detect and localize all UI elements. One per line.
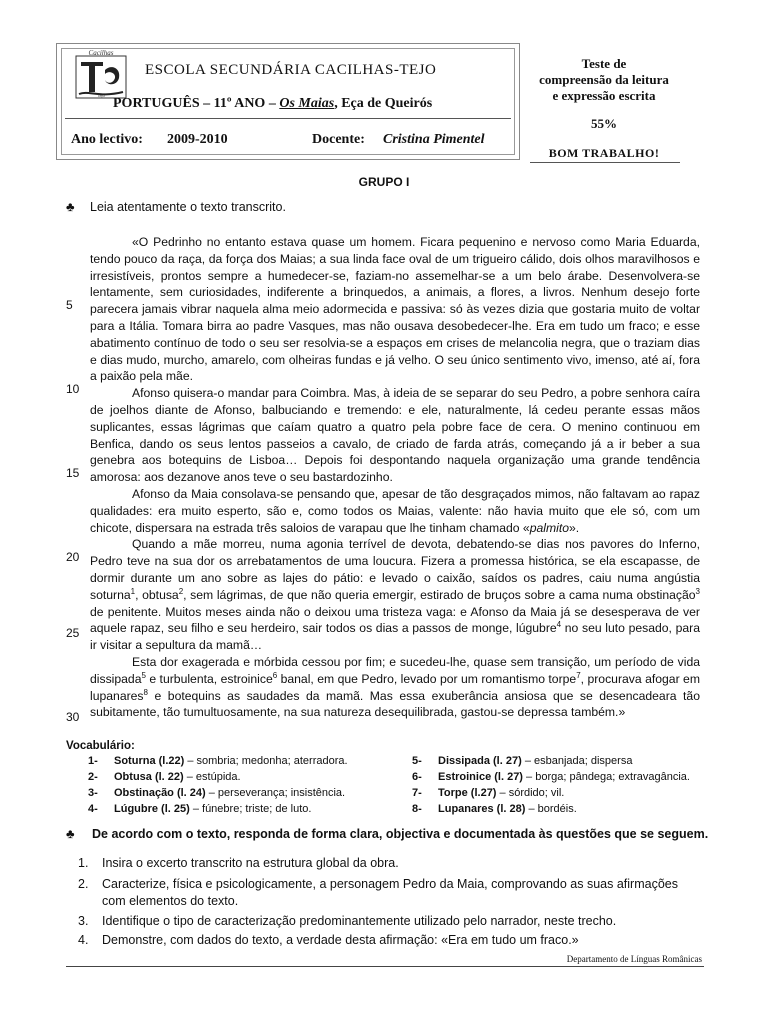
vocab-item (88, 787, 345, 799)
test-type-line2: compreensão da leitura (539, 72, 669, 87)
vocab-item (412, 771, 690, 783)
vocab-definition: – sombria; medonha; aterradora. (184, 755, 348, 767)
passage-p5-text-d: , procurava afogar em lupanares (90, 671, 700, 703)
passage-paragraph-1: «O Pedrinho no entanto estava quase um homem. Ficara pequenino e nervoso como Maria Eduarda, tendo pouco da raça, da força dos Maias; a sua linda face oval de um trigueiro cálido, dois olhos maravilhosos e irresistíveis, prontos sempre a humedecer-se, faziam-no assemelhar-se a um belo árabe. Desenvolvera-se lentamente, sem curiosidades, indiferente a brinquedos, a animais, a flores, a livros. Nenhum desejo forte parecera jamais vibrar naquela alma meio adormecida e passiva: só às vezes dizia que gostaria muito de voltar para a Itália. Tomara birra ao padre Vasques, mas não ousava desobedecer-lhe. Era em tudo um fraco; e esse abatimento contínuo de todo o seu ser resolvia-se a espaços em crises de melancolia negra, que o traziam dias e dias mudo, murcho, amarelo, com olheiras fundas e já velho. O seu único sentimento vivo, imenso, até aí, fora a paixão pela mãe. (90, 235, 700, 384)
course-suffix: , Eça de Queirós (334, 96, 433, 111)
course-work-title: Os Maias (279, 96, 335, 111)
line-number-20: 20 (66, 550, 80, 564)
vocab-term: Estroinice (l. 27) (438, 771, 523, 783)
vocab-number: 5- (412, 755, 422, 767)
year-value: 2009-2010 (167, 132, 228, 147)
passage-p4-text-c: , sem lágrimas, de que não queria emergir, estirado de bruços sobre a cama numa obstinação (183, 587, 696, 602)
good-luck-underline (530, 162, 680, 163)
passage-paragraph-2: Afonso quisera-o mandar para Coimbra. Mas, à ideia de se separar do seu Pedro, a pobre senhora caíra de joelhos diante de Afonso, balbuciando e tremendo: e ele, naturalmente, lá cedeu perante essas mãos suplicantes, essas lágrimas que caíam quatro a quatro pela pobre face de cera. O menino continuou em Benfica, dando os seus lentos passeios a cavalo, de criado de farda atrás, começando já a ir beber a sua genebra aos botequins de Lisboa… Depois foi despontando naquela organização uma grande tendência amorosa: aos dezanove anos teve o seu bastardozinho. (90, 386, 700, 485)
logo-text-top: Cacilhas (88, 49, 114, 57)
vocab-definition: – perseverança; insistência. (205, 787, 346, 799)
question-number: 4. (78, 933, 89, 947)
year-label: Ano lectivo: (71, 132, 143, 147)
header-box (56, 43, 520, 160)
question-text: Identifique o tipo de caracterização predominantemente utilizado pelo narrador, neste trecho. (102, 914, 617, 928)
school-name: ESCOLA SECUNDÁRIA CACILHAS-TEJO (145, 62, 437, 78)
footnote-ref-6: 6 (272, 670, 278, 680)
vocab-term: Lupanares (l. 28) (438, 803, 526, 815)
footnote-ref-3: 3 (695, 586, 700, 596)
question-item (78, 932, 704, 949)
footer-department: Departamento de Línguas Românicas (566, 954, 702, 964)
vocab-term: Soturna (l.22) (114, 755, 185, 767)
test-percentage: 55% (591, 116, 617, 131)
vocab-item (412, 755, 632, 767)
footnote-ref-1: 1 (130, 586, 136, 596)
vocab-definition: – esbanjada; dispersa (521, 755, 633, 767)
passage-p3-italic: palmito (529, 520, 569, 535)
club-bullet-icon: ♣ (66, 199, 75, 214)
test-type-line1: Teste de (581, 56, 627, 71)
vocab-number: 6- (412, 771, 422, 783)
vocab-definition: – bordéis. (525, 803, 577, 815)
vocab-definition: – fúnebre; triste; de luto. (189, 803, 312, 815)
line-number-30: 30 (66, 710, 80, 724)
line-number-10: 10 (66, 382, 80, 396)
footer-rule (66, 966, 704, 967)
question-text: Demonstre, com dados do texto, a verdade desta afirmação: «Era em tudo um fraco.» (102, 933, 579, 947)
question-item (78, 876, 704, 909)
instruction-read: Leia atentamente o texto transcrito. (90, 200, 286, 214)
vocab-term: Torpe (l.27) (438, 787, 497, 799)
vocab-item (88, 771, 241, 783)
question-text: Caracterize, física e psicologicamente, a personagem Pedro da Maia, comprovando as suas afirmações com elementos do texto. (102, 877, 678, 908)
passage-p4-text-e: no seu luto pesado, para ir visitar a sepultura da mamã… (90, 621, 700, 653)
footnote-ref-2: 2 (178, 586, 184, 596)
transcribed-passage (90, 234, 700, 721)
footnote-ref-8: 8 (143, 687, 148, 697)
line-number-15: 15 (66, 466, 80, 480)
vocabulary-title: Vocabulário: (66, 740, 135, 752)
vocab-item (88, 755, 348, 767)
passage-p4-text-d: de penitente. Muitos meses ainda não o deixou uma tristeza vaga: e Afonso da Maia já se desesperava de ver aquele rapaz, seu filho e seu herdeiro, sair todos os dias a passos de monge, lúgubre (90, 604, 700, 636)
passage-p5-text-b: e turbulenta, estroinice (145, 671, 273, 686)
passage-p5-text-a: Esta dor exagerada e mórbida cessou por fim; e sucedeu-lhe, quase sem transição, um período de vida dissipada (90, 654, 700, 686)
instruction-answer: De acordo com o texto, responda de forma clara, objectiva e documentada às questões que se seguem. (92, 827, 709, 841)
question-text: Insira o excerto transcrito na estrutura global da obra. (102, 856, 399, 870)
passage-p3-text-a: Afonso da Maia consolava-se pensando que, apesar de tão desgraçados mimos, não faltavam ao rapaz qualidades: era muito esperto, são e, como todos os Maias, valente: não havia muito que ele só, com um chicote, dispersara na estrada três saloios de varapau que lhe tinham chamado « (90, 486, 700, 535)
school-logo (75, 48, 127, 100)
question-item (78, 855, 704, 872)
teacher-value: Cristina Pimentel (383, 132, 485, 147)
passage-paragraph-5 (90, 654, 700, 721)
footnote-ref-7: 7 (576, 670, 581, 680)
footnote-ref-4: 4 (556, 620, 562, 630)
footnote-ref-5: 5 (141, 670, 146, 680)
question-number: 3. (78, 914, 89, 928)
vocab-number: 7- (412, 787, 422, 799)
test-type (514, 56, 694, 104)
vocab-number: 1- (88, 755, 98, 767)
course-prefix: PORTUGUÊS – 11º ANO – (113, 96, 280, 111)
vocab-definition: – borga; pândega; extravagância. (522, 771, 690, 783)
vocab-item (412, 803, 577, 815)
club-bullet-icon: ♣ (66, 826, 75, 841)
test-type-line3: e expressão escrita (552, 88, 656, 103)
vocab-term: Dissipada (l. 27) (438, 755, 522, 767)
vocab-term: Obtusa (l. 22) (114, 771, 184, 783)
passage-p5-text-c: banal, em que Pedro, levado por um romantismo torpe (277, 671, 577, 686)
passage-paragraph-3 (90, 486, 700, 536)
logo-text-bottom: Tejo (97, 93, 105, 98)
teacher-label: Docente: (312, 132, 365, 147)
question-item (78, 913, 704, 930)
vocab-definition: – estúpida. (183, 771, 241, 783)
passage-paragraph-4 (90, 536, 700, 654)
vocab-number: 8- (412, 803, 422, 815)
passage-p4-text-a: Quando a mãe morreu, numa agonia terrível de devota, debatendo-se dias nos pavores do Inferno, Pedro teve na sua dor os arrebatamentos de uma loucura. Fizera a promessa histórica, se ela escapasse, de dormir durante um ano sobre as lajes do pátio: e levado o caixão, saídos os padres, caiu numa angústia soturna (90, 537, 700, 602)
header-divider (65, 118, 511, 119)
good-luck-text: BOM TRABALHO! (548, 146, 660, 160)
line-number-5: 5 (66, 298, 73, 312)
course-line (113, 96, 432, 112)
line-number-25: 25 (66, 626, 80, 640)
question-number: 1. (78, 856, 89, 870)
vocab-term: Obstinação (l. 24) (114, 787, 206, 799)
vocab-number: 3- (88, 787, 98, 799)
vocab-term: Lúgubre (l. 25) (114, 803, 190, 815)
passage-p4-text-b: , obtusa (135, 587, 179, 602)
vocab-item (412, 787, 564, 799)
group-title: GRUPO I (358, 175, 410, 189)
question-number: 2. (78, 877, 89, 891)
passage-p3-text-b: ». (569, 520, 580, 535)
vocab-number: 2- (88, 771, 98, 783)
vocab-definition: – sórdido; vil. (496, 787, 565, 799)
vocab-number: 4- (88, 803, 98, 815)
passage-p5-text-e: e botequins as saudades da mamã. Mas essa exuberância ansiosa que se desencadeara tão subitamente, tão tumultuosamente, na sua natureza desequilibrada, gastou-se depressa também.» (90, 688, 700, 720)
vocab-item (88, 803, 311, 815)
